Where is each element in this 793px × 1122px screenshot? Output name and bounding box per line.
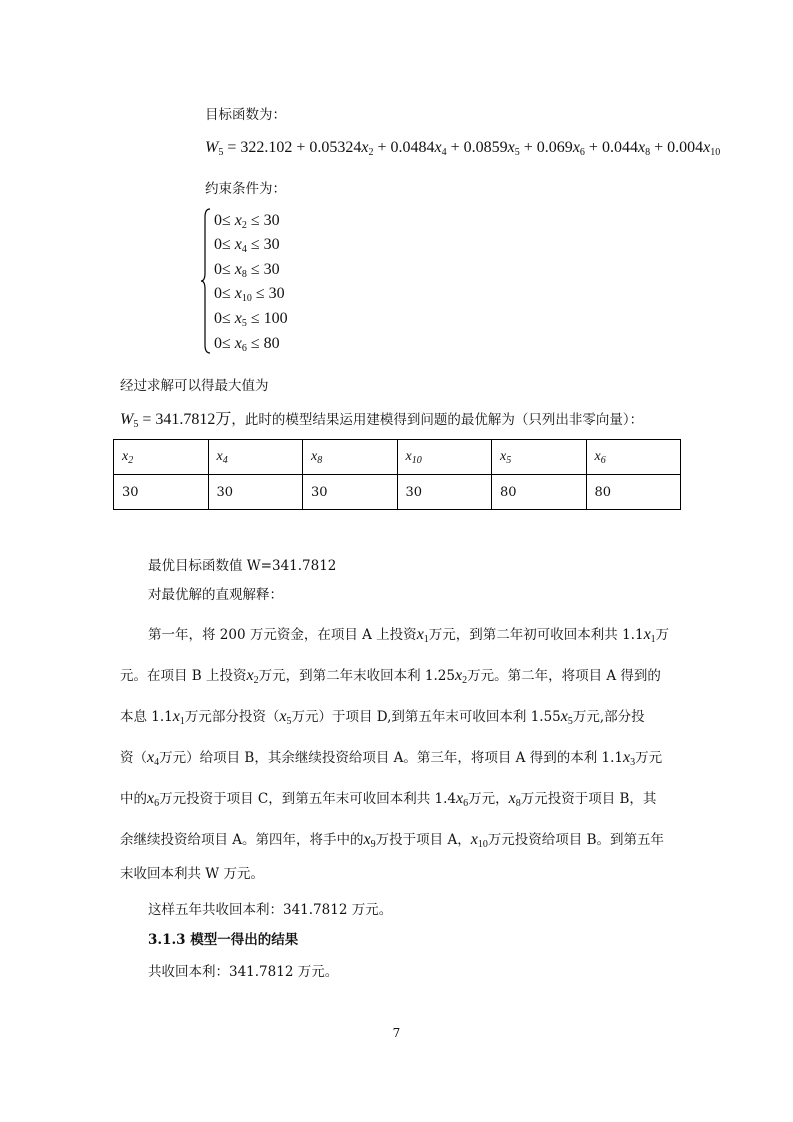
para-line-5: 中的$x_6$万元投资于项目 C，到第五年末可收回本利共 $1.4x_6$万元，$x_8$万元投资于项目 B，其 [120, 790, 657, 809]
objective-function: $W_5 = 322.102 + 0.05324x_2 + 0.0484x_4 + 0.0859x_5 + 0.069x_6 + 0.044x_8 + 0.004x_{10}$ [205, 139, 721, 158]
constraint-row: $0\le x_{10} \le 30$ [214, 285, 285, 304]
max-value-tail: ，此时的模型结果运用建模得到问题的最优解为（只列出非零向量）： [231, 412, 644, 428]
max-value-lhs: W [120, 411, 134, 428]
max-value-rhs: = 341.7812万 [142, 411, 232, 428]
table-row [114, 475, 681, 510]
table-header-cell: $x_4$ [208, 440, 303, 475]
objective-constant: = 322.102 [227, 139, 293, 156]
para-line-7: 末收回本利共 W 万元。 [120, 866, 264, 882]
para-line-1: 第一年，将 200 万元资金，在项目 A 上投资$x_1$万元，到第二年初可收回本利共 $1.1x_1$万 [148, 626, 670, 645]
constraint-row: $0\le x_6 \le 80$ [214, 335, 280, 354]
para-line-6: 余继续投资给项目 A。第四年，将手中的$x_9$万投于项目 A，$x_{10}$万元投资给项目 B。到第五年 [120, 831, 665, 850]
table-header-cell: $x_{10}$ [397, 440, 492, 475]
constraint-row: $0\le x_8 \le 30$ [214, 261, 280, 280]
para-line-2: 元。在项目 B 上投资$x_2$万元，到第二年末收回本利 $1.25x_2$万元。第二年，将项目 A 得到的 [120, 667, 661, 686]
table-cell: 30 [397, 475, 492, 510]
table-cell: 80 [586, 475, 681, 510]
objective-terms [296, 139, 720, 156]
table-header-cell: $x_5$ [492, 440, 587, 475]
optimal-value-text: 最优目标函数值 W=341.7812 [148, 558, 337, 574]
table-header-cell: $x_8$ [303, 440, 398, 475]
objective-lhs: W [205, 139, 219, 156]
table-cell: 80 [492, 475, 587, 510]
objective-term: + $0.044x_8$ [588, 139, 651, 158]
intuitive-title: 对最优解的直观解释： [148, 587, 283, 603]
constraint-row: $0\le x_2 \le 30$ [214, 212, 280, 231]
constraint-row: $0\le x_5 \le 100$ [214, 310, 288, 329]
page-number: 7 [392, 1026, 401, 1040]
table-cell: 30 [208, 475, 303, 510]
constraint-brace [200, 207, 212, 355]
objective-label: 目标函数为： [205, 107, 286, 123]
table-header-cell: $x_2$ [114, 440, 209, 475]
table-header-row [114, 440, 681, 475]
section-body: 共收回本利：341.7812 万元。 [148, 964, 339, 980]
objective-term: + $0.05324x_2$ [296, 139, 374, 158]
table-header-cell: $x_6$ [586, 440, 681, 475]
solve-text: 经过求解可以得最大值为 [120, 378, 269, 394]
section-title: 3.1.3 模型一得出的结果 [148, 932, 299, 948]
para-line-3: 本息 $1.1x_1$万元部分投资（$x_5$万元）于项目 D,到第五年末可收回本利 $1.55x_5$万元,部分投 [120, 708, 645, 727]
para-line-4: 资（$x_4$万元）给项目 B，其余继续投资给项目 A。第三年，将项目 A 得到的本利 $1.1x_3$万元 [120, 749, 663, 768]
objective-term: + $0.0859x_5$ [450, 139, 520, 158]
objective-term: + $0.069x_6$ [523, 139, 585, 158]
solution-table [113, 439, 681, 510]
constraint-row: $0\le x_4 \le 30$ [214, 236, 280, 255]
summary-text: 这样五年共收回本利：341.7812 万元。 [148, 902, 393, 918]
constraints-label: 约束条件为： [205, 181, 286, 197]
max-value-line: $W_5 = 341.7812$万，此时的模型结果运用建模得到问题的最优解为（只列出非零向量）： [120, 411, 644, 430]
objective-term: + $0.004x_{10}$ [654, 139, 721, 158]
table-cell: 30 [303, 475, 398, 510]
table-cell: 30 [114, 475, 209, 510]
objective-term: + $0.0484x_4$ [377, 139, 447, 158]
